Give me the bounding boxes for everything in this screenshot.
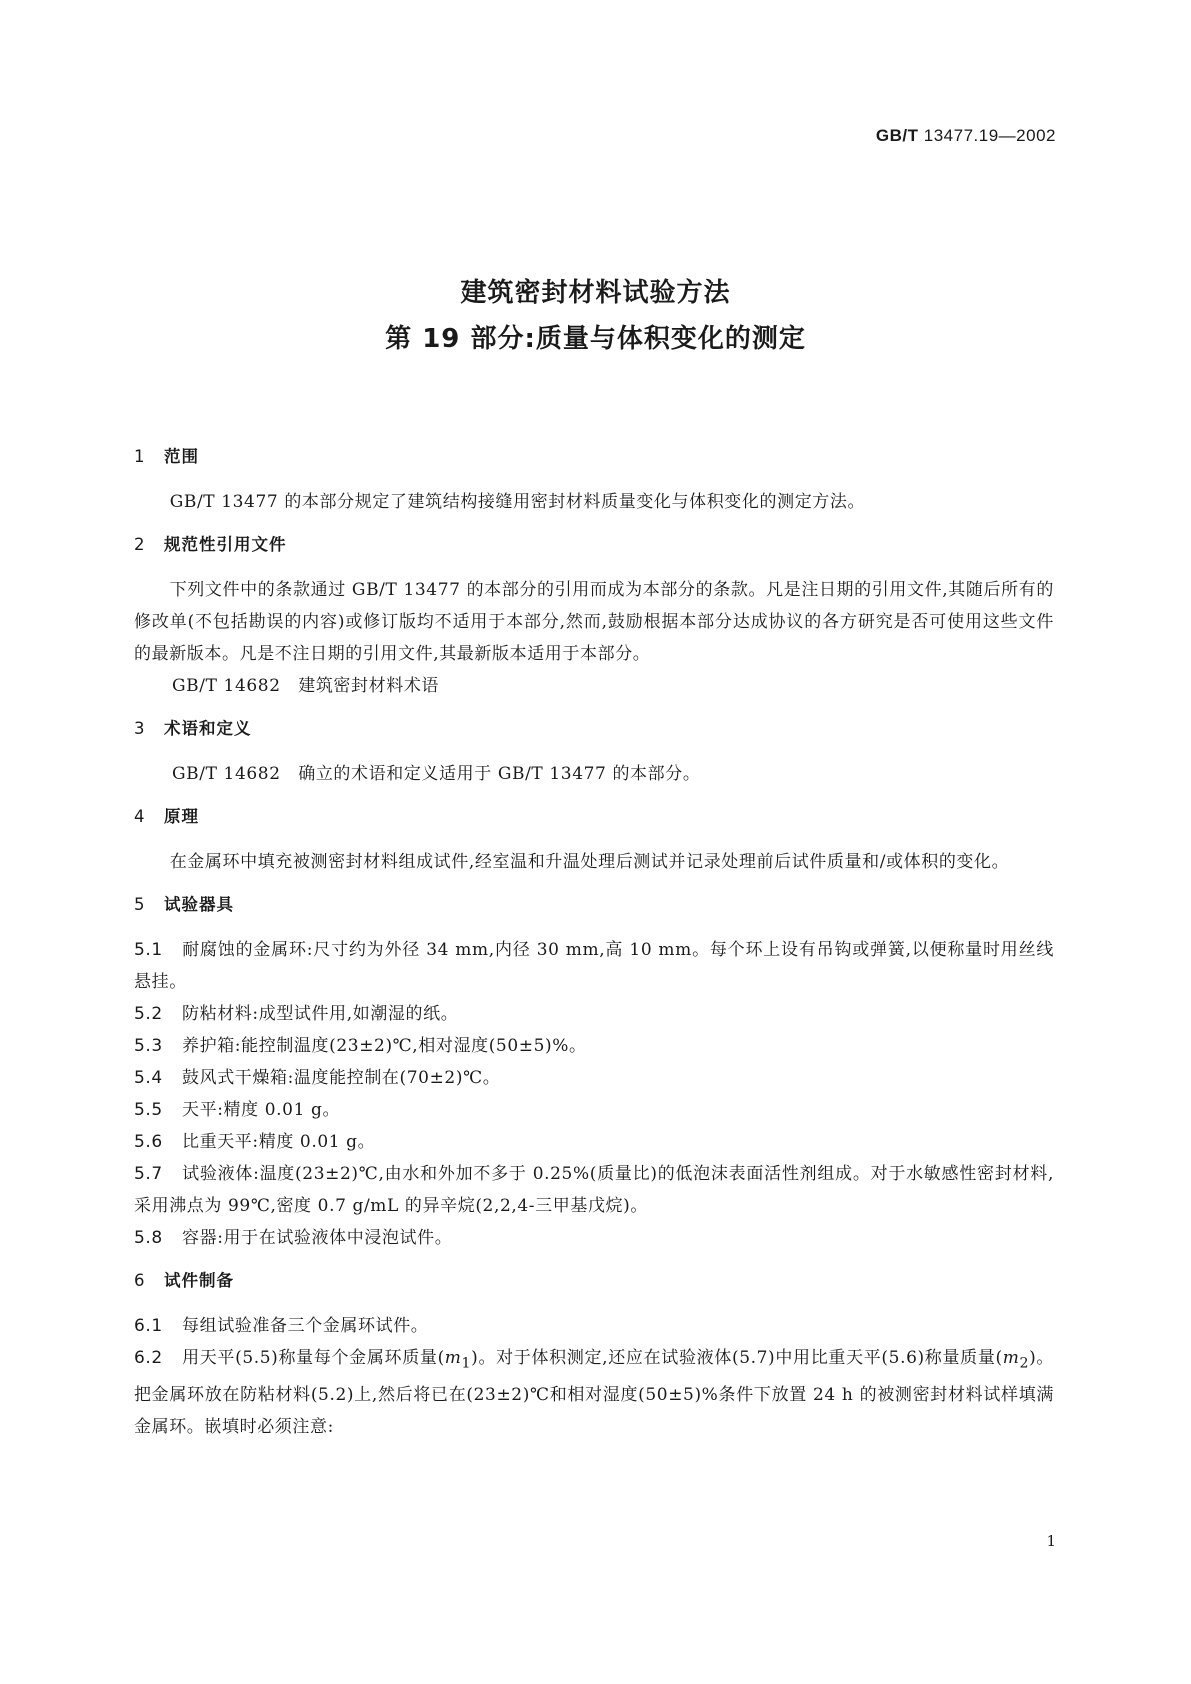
clause-number: 6.2 (134, 1348, 163, 1368)
clause-item (134, 1342, 1054, 1443)
clause-item (134, 1158, 1054, 1222)
clause-text: 天平:精度 0.01 g。 (182, 1100, 341, 1120)
section-title: 规范性引用文件 (164, 535, 287, 554)
section-title: 术语和定义 (164, 719, 252, 738)
mass-subscript: 1 (461, 1355, 472, 1372)
clause-number: 5.1 (134, 940, 163, 960)
clause-text: 比重天平:精度 0.01 g。 (182, 1132, 376, 1152)
clause-text: 每组试验准备三个金属环试件。 (182, 1316, 429, 1336)
standard-code-number: 13477.19—2002 (923, 126, 1056, 145)
terms-paragraph: GB/T 14682 确立的术语和定义适用于 GB/T 13477 的本部分。 (172, 764, 701, 784)
document-body (134, 442, 1054, 1443)
clause-item (134, 1222, 1054, 1254)
clause-text: 耐腐蚀的金属环:尺寸约为外径 34 mm,内径 30 mm,高 10 mm。每个环上设有吊钩或弹簧,以便称量时用丝线悬挂。 (134, 940, 1054, 992)
clause-number: 5.5 (134, 1100, 163, 1120)
section-title: 试验器具 (164, 895, 234, 914)
clause-text: 试验液体:温度(23±2)℃,由水和外加不多于 0.25%(质量比)的低泡沫表面活性剂组成。对于水敏感性密封材料,采用沸点为 99℃,密度 0.7 g/mL 的异辛烷(2,2,4-三甲基戊烷)。 (134, 1164, 1054, 1216)
clause-text: 容器:用于在试验液体中浸泡试件。 (182, 1228, 453, 1248)
section-number: 6 (134, 1271, 146, 1290)
clause-text-part: 用天平(5.5)称量每个金属环质量( (182, 1348, 445, 1368)
page-number: 1 (1046, 1532, 1056, 1550)
mass-variable: m (444, 1348, 462, 1368)
section-heading-principle (134, 802, 1054, 832)
clause-text: 防粘材料:成型试件用,如潮湿的纸。 (182, 1004, 459, 1024)
clause-item (134, 1030, 1054, 1062)
clause-number: 5.7 (134, 1164, 163, 1184)
clause-item (134, 1126, 1054, 1158)
scope-paragraph: GB/T 13477 的本部分规定了建筑结构接缝用密封材料质量变化与体积变化的测定方法。 (169, 492, 866, 512)
document-title-line1: 建筑密封材料试验方法 (460, 278, 731, 308)
clause-number: 5.4 (134, 1068, 163, 1088)
section-heading-scope (134, 442, 1054, 472)
reference-entry: GB/T 14682 建筑密封材料术语 (172, 676, 440, 696)
clause-item (134, 1310, 1054, 1342)
section-heading-specimen-preparation (134, 1266, 1054, 1296)
clause-number: 5.8 (134, 1228, 163, 1248)
standard-code (876, 126, 1056, 146)
clause-number: 5.2 (134, 1004, 163, 1024)
clause-number: 6.1 (134, 1316, 163, 1336)
mass-subscript: 2 (1019, 1355, 1030, 1372)
clause-text-part: )。对于体积测定,还应在试验液体(5.7)中用比重天平(5.6)称量质量( (471, 1348, 1003, 1368)
section-number: 1 (134, 447, 146, 466)
section-title: 范围 (164, 447, 199, 466)
section-number: 2 (134, 535, 146, 554)
section-title: 原理 (164, 807, 199, 826)
section-number: 3 (134, 719, 146, 738)
section-heading-apparatus (134, 890, 1054, 920)
section-heading-terms (134, 714, 1054, 744)
clause-item (134, 1062, 1054, 1094)
document-title-line2: 第 19 部分:质量与体积变化的测定 (385, 324, 806, 354)
clause-item (134, 998, 1054, 1030)
clause-text: 鼓风式干燥箱:温度能控制在(70±2)℃。 (182, 1068, 501, 1088)
section-number: 5 (134, 895, 146, 914)
clause-number: 5.6 (134, 1132, 163, 1152)
mass-variable: m (1002, 1348, 1020, 1368)
principle-paragraph: 在金属环中填充被测密封材料组成试件,经室温和升温处理后测试并记录处理前后试件质量和/或体积的变化。 (169, 852, 1010, 872)
clause-number: 5.3 (134, 1036, 163, 1056)
references-paragraph: 下列文件中的条款通过 GB/T 13477 的本部分的引用而成为本部分的条款。凡是注日期的引用文件,其随后所有的修改单(不包括勘误的内容)或修订版均不适用于本部分,然而,鼓励根据本部分达成协议的各方研究是否可使用这些文件的最新版本。凡是不注日期的引用文件,其最新版本适用于本部分。 (134, 580, 1054, 664)
standard-code-prefix: GB/T (875, 126, 919, 145)
section-title: 试件制备 (164, 1271, 234, 1290)
clause-item (134, 934, 1054, 998)
clause-text: 养护箱:能控制温度(23±2)℃,相对湿度(50±5)%。 (182, 1036, 587, 1056)
clause-item (134, 1094, 1054, 1126)
clause-text-part: )。把金属环放在防粘材料(5.2)上,然后将已在(23±2)℃和相对湿度(50±5)%条件下放置 24 h 的被测密封材料试样填满金属环。嵌填时必须注意: (134, 1348, 1055, 1438)
section-heading-normative-references (134, 530, 1054, 560)
section-number: 4 (134, 807, 146, 826)
